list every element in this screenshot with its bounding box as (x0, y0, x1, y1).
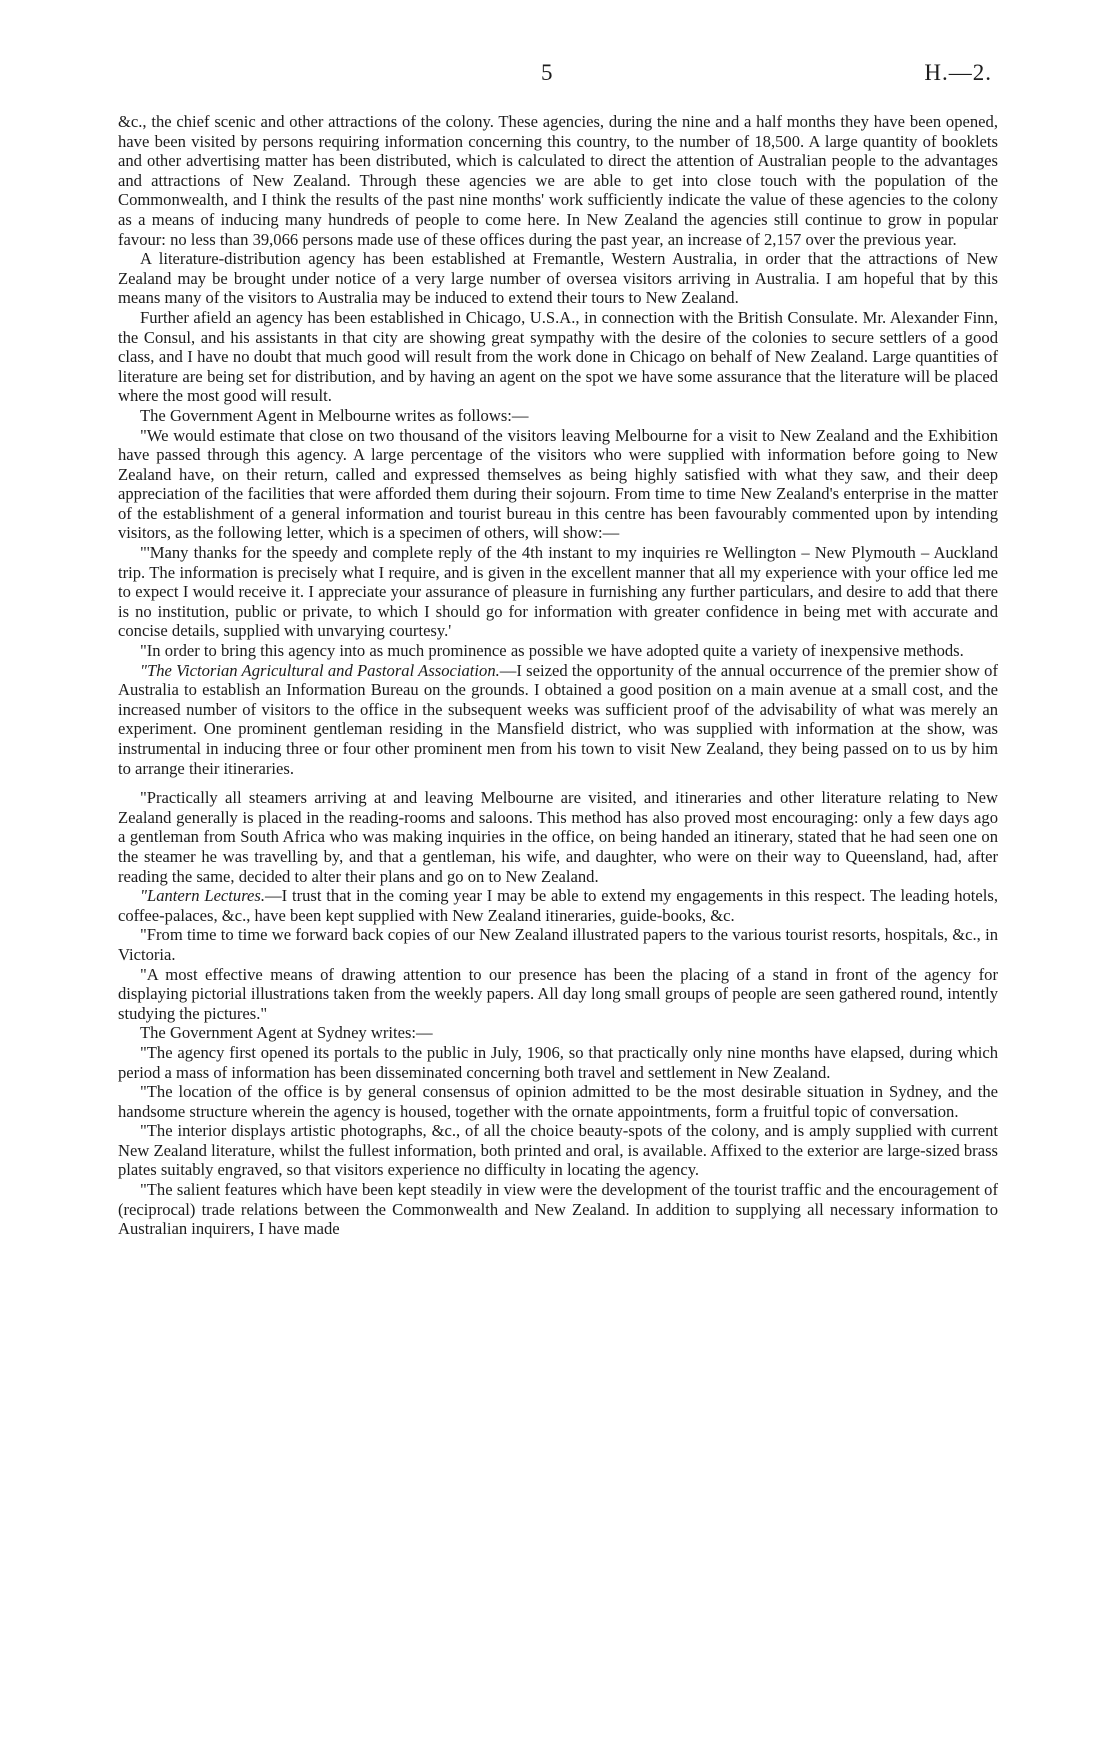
paragraph-methods: "In order to bring this agency into as much prominence as possible we have adopted quite a variety of inexpensive methods. (140, 641, 964, 661)
document-reference: H.—2. (924, 60, 992, 85)
page-header (118, 60, 998, 90)
section-lead-agricultural: "The Victorian Agricultural and Pastoral Association. (140, 660, 500, 680)
paragraph-quoted-letter: "'Many thanks for the speedy and complete reply of the 4th instant to my inquiries re Wellington – New Plymouth – Auckland trip. The information is precisely what I require, and is given in the excellent manner that all my experience with your office led me to expect I would receive it. I appreciate your assurance of pleasure in furnishing any further particulars, and desire to add that there is no institution, public or private, to which I should go for information with greater confidence in being met with accurate and concise details, supplied with unvarying courtesy.' (118, 543, 998, 641)
paragraph-steamers: "Practically all steamers arriving at and leaving Melbourne are visited, and itineraries and other literature relating to New Zealand generally is placed in the reading-rooms and saloons. This method has also proved most encouraging: only a few days ago a gentleman from South Africa who was making inquiries in the office, on being handed an itinerary, stated that he had seen one on the steamer he was travelling by, and that a gentleman, his wife, and daughter, who were on their way to Queensland, had, after reading the same, decided to alter their plans and go on to New Zealand. (118, 788, 998, 886)
paragraph-lantern-lectures (118, 886, 998, 925)
paragraph-chicago: Further afield an agency has been established in Chicago, U.S.A., in connection with the British Consulate. Mr. Alexander Finn, the Consul, and his assistants in that city are showing great sympathy with the desire of the colonies to secure settlers of a good class, and I have no doubt that much good will result from the work done in Chicago on behalf of New Zealand. Large quantities of literature are being set for distribution, and by having an agent on the spot we have some assurance that the literature will be placed where the most good will result. (118, 307, 998, 406)
paragraph-melbourne-visitors: "We would estimate that close on two thousand of the visitors leaving Melbourne for a visit to New Zealand and the Exhibition have passed through this agency. A large percentage of the visitors who were supplied with information before going to New Zealand have, on their return, called and expressed themselves as being highly satisfied with what they saw, and their deep appreciation of the facilities that were afforded them during their sojourn. From time to time New Zealand's enterprise in the matter of the establishment of a general information and tourist bureau in this centre has been favourably commented upon by intending visitors, as the following letter, which is a specimen of others, will show:— (118, 425, 998, 543)
paragraph-sydney-intro: The Government Agent at Sydney writes:— (140, 1023, 433, 1043)
paragraph-illustrated-papers: "From time to time we forward back copies of our New Zealand illustrated papers to the various tourist resorts, hospitals, &c., in Victoria. (118, 925, 998, 964)
paragraph-sydney-interior: "The interior displays artistic photographs, &c., of all the choice beauty-spots of the colony, and is amply supplied with current New Zealand literature, whilst the fullest information, both printed and oral, is available. Affixed to the exterior are large-sized brass plates suitably engraved, so that visitors experience no difficulty in locating the agency. (118, 1121, 998, 1180)
paragraph-agricultural-body: —I seized the opportunity of the annual occurrence of the premier show of Australia to establish an Information Bureau on the grounds. I obtained a good position on a main avenue at a small cost, and the increased number of visitors to the office in the subsequent weeks was sufficient proof of the advisability of what was merely an experiment. One prominent gentleman residing in the Mansfield district, who was supplied with information at the show, was instrumental in inducing three or four other prominent men from his town to visit New Zealand, they being passed on to us by him to arrange their itineraries. (118, 660, 998, 778)
paragraph-sydney-features: "The salient features which have been kept steadily in view were the development of the tourist traffic and the encouragement of (reciprocal) trade relations between the Commonwealth and New Zealand. In addition to supplying all necessary information to Australian inquirers, I have made (118, 1180, 998, 1239)
paragraph-sydney-opening: "The agency first opened its portals to the public in July, 1906, so that practically only nine months have elapsed, during which period a mass of information has been disseminated concerning both travel and settlement in New Zealand. (118, 1042, 998, 1082)
paragraph-sydney-location: "The location of the office is by general consensus of opinion admitted to be the most desirable situation in Sydney, and the handsome structure wherein the agency is housed, together with the ornate appointments, form a fruitful topic of conversation. (118, 1082, 998, 1121)
paragraph-agencies-summary: &c., the chief scenic and other attractions of the colony. These agencies, during the nine and a half months they have been opened, have been visited by persons requiring information concerning this country, to the number of 18,500. A large quantity of booklets and other advertising matter has been distributed, which is calculated to direct the attention of Australian people to the advantages and attractions of New Zealand. Through these agencies we are able to get into close touch with the population of the Commonwealth, and I think the results of the past nine months' work sufficiently indicate the value of these agencies to the colony as a means of inducing many hundreds of people to come here. In New Zealand the agencies still continue to grow in popular favour: no less than 39,066 persons made use of these offices during the past year, an increase of 2,157 over the previous year. (118, 112, 998, 249)
paragraph-agricultural-show (118, 661, 998, 779)
page-number: 5 (541, 60, 553, 85)
paragraph-lantern-body: —I trust that in the coming year I may be able to extend my engagements in this respect. The leading hotels, coffee-palaces, &c., have been kept supplied with New Zealand itineraries, guide-books, &c. (118, 886, 998, 925)
paragraph-pictorial-stand: "A most effective means of drawing attention to our presence has been the placing of a stand in front of the agency for displaying pictorial illustrations taken from the weekly papers. All day long small groups of people are seen gathered round, intently studying the pictures." (118, 964, 998, 1023)
paragraph-fremantle: A literature-distribution agency has been established at Fremantle, Western Australia, in order that the attractions of New Zealand may be brought under notice of a very large number of oversea visitors arriving in Australia. I am hopeful that by this means many of the visitors to Australia may be induced to extend their tours to New Zealand. (118, 249, 998, 308)
paragraph-melbourne-intro: The Government Agent in Melbourne writes as follows:— (140, 405, 529, 425)
section-lead-lantern: "Lantern Lectures. (140, 886, 266, 906)
body-text (118, 112, 998, 1239)
